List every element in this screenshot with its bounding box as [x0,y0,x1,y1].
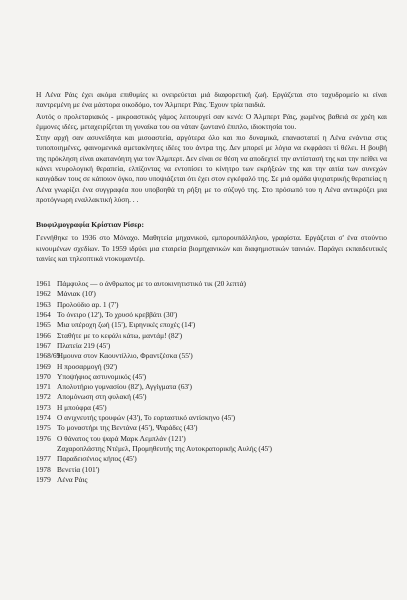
synopsis-paragraph-2: Αυτός ο προλεταριακός - μικροαστικός γάμος λειτουργεί σαν κενό: Ο Άλμπερτ Ράις, χωμένος βαθειά σε χρέη και έμμονες ιδέες, μεταχειρίζεται τη γυναίκα του σα νάταν ζωντανό έπιπλο, ιδιοκτησία του. [36,111,387,131]
film-title: Απομόνωση στη φυλακή (45') [57,392,147,402]
filmography-item [36,351,387,361]
filmography-item [36,372,387,382]
filmography-item [36,413,387,423]
filmography-item [36,434,387,444]
film-year: 1975 [36,423,51,433]
film-title: Η μπούφρα (45') [57,402,107,412]
film-year: 1965 [36,320,51,330]
film-year: 1966 [36,330,51,340]
filmography-item [36,362,387,372]
film-title: Βενετία (101') [57,464,100,474]
filmography-item [36,320,387,330]
film-title: Προλούδιο αρ. 1 (7') [57,299,119,309]
film-title: Το όνειρο (12'), Το χρυσό κρεββάτι (30') [57,310,178,320]
film-title: Ήμουνα στον Καουντίλλιο, Φραντζέσκα (55') [57,351,193,361]
filmography-item [36,403,387,413]
film-title: Πάμφυλος — ο άνθρωπος με το αυτοκινητιστικό τικ (20 λεπτά) [57,279,246,289]
filmography-item [36,423,387,433]
film-year: 1964 [36,310,51,320]
film-title: Ζαχαροπλάστης Ντέμελ, Προμηθευτής της Αυτοκρατορικής Αυλής (45') [57,443,272,453]
film-year: 1977 [36,454,51,464]
filmography-item [36,475,387,485]
film-title: Το μοναστήρι της Βεντάνα (45'), Ψαράδες (43') [57,423,198,433]
film-year: 1963 [36,299,51,309]
film-title: Απολυτήριο γυμνασίου (82'), Αγγίγματα (63') [57,382,192,392]
film-year: 1969 [36,361,51,371]
filmography-item [36,289,387,299]
film-title: Πλατεία 219 (45') [57,340,111,350]
film-year: 1979 [36,474,51,484]
film-title: Ο θάνατος του ψαρά Μαρκ Λεμπλάν (121') [57,433,186,443]
filmography-list [36,279,387,485]
film-title: Παραδεισένιος κήπος (45') [57,454,137,464]
film-title: Μάνιακ (10') [57,289,96,299]
filmography-item [36,392,387,402]
filmography-item [36,444,387,454]
film-year: 1974 [36,413,51,423]
film-year: 1973 [36,402,51,412]
film-title: Σταθήτε με το κεφάλι κάτω, μαντάμ! (82') [57,330,183,340]
film-title: Μια υπέροχη ζωή (15'), Ειρηνικές εποχές (14') [57,320,196,330]
film-year: 1971 [36,382,51,392]
film-title: Ο ανιχνευτής τρουφών (43'), Το εορταστικό αντίσκηνο (45') [57,413,236,423]
filmography-item [36,279,387,289]
bio-heading: Βιοφιλμογραφία Κρίστιαν Ρίσερ: [36,220,145,230]
filmography-item [36,300,387,310]
film-title: Λένα Ράις [57,474,88,484]
bio-body: Γεννήθηκε το 1936 στο Μόναχο. Μαθητεία μηχανικού, εμπορουπάλληλου, γραφίστα. Εργάζεται σ' ένα στούντιο κινουμένων σχεδίων. Το 1959 ιδρύει μια εταιρεία βιομηχανικών και διαφημιστικών ταινιών. Παράγει εκπαιδευτικές ταινίες και τηλεοπτικά ντοκυμαντέρ. [36,233,387,263]
film-year: 1976 [36,433,51,443]
film-year: 1972 [36,392,51,402]
filmography-item [36,382,387,392]
filmography-item [36,310,387,320]
film-year: 1961 [36,279,51,289]
filmography-item [36,465,387,475]
film-year: 1968/69 [36,351,61,361]
film-title: Υποψήφιος αστυνομικός (45') [57,371,147,381]
film-title: Η προσαρμογή (92') [57,361,118,371]
film-year: 1970 [36,371,51,381]
filmography-item [36,341,387,351]
synopsis-paragraph-1: Η Λένα Ράις έχει ακόμα επιθυμίες κι ονειρεύεται μιά διαφορετική ζωή. Εργάζεται στο ταχυδρομείο κι είναι παντρεμένη με ένα μάστορα οικοδόμο, τον Άλμπερτ Ράις. Έχουν τρία παιδιά. [36,90,387,110]
filmography-item [36,454,387,464]
film-year: 1962 [36,289,51,299]
film-year: 1978 [36,464,51,474]
filmography-item [36,331,387,341]
synopsis-paragraph-3: Στην αρχή σαν ασυνείδητα και μισοαστεία, αργότερα όλο και πιο δυναμικά, επαναστατεί η Λένα ενάντια στις τυποποιημένες, φαινομενικά αμετακίνητες ιδέες του άντρα της. Δεν μπορεί με λόγια να εκφράσει τί θέλει. Η βουβή της πρόκληση είναι ακατανόητη για τον Άλμπερτ. Δεν είναι σε θέση να αποδεχτεί την αντίστασή της και την πείθει να κάνει νευρολογική θεραπεία, ελπίζοντας να εντοπίσει το κίνητρο των εκρήξεών της και την αιτία των συνεχών καυγάδων τους σε κάποιον όγκο, που υποψιάζεται ότι έχει στον εγκέφαλό της. Σε μιά ομάδα ψυχιατρικής θεραπείας η Λένα γνωρίζει ένα συγγραφέα που υποβοηθά τη ρήξη με το σύζυγό της. Στο πρόσωπό του η Λένα αντικρύζει μια προτόγνωρη εναλλακτική λύση. . . [36,133,387,204]
film-year: 1967 [36,340,51,350]
